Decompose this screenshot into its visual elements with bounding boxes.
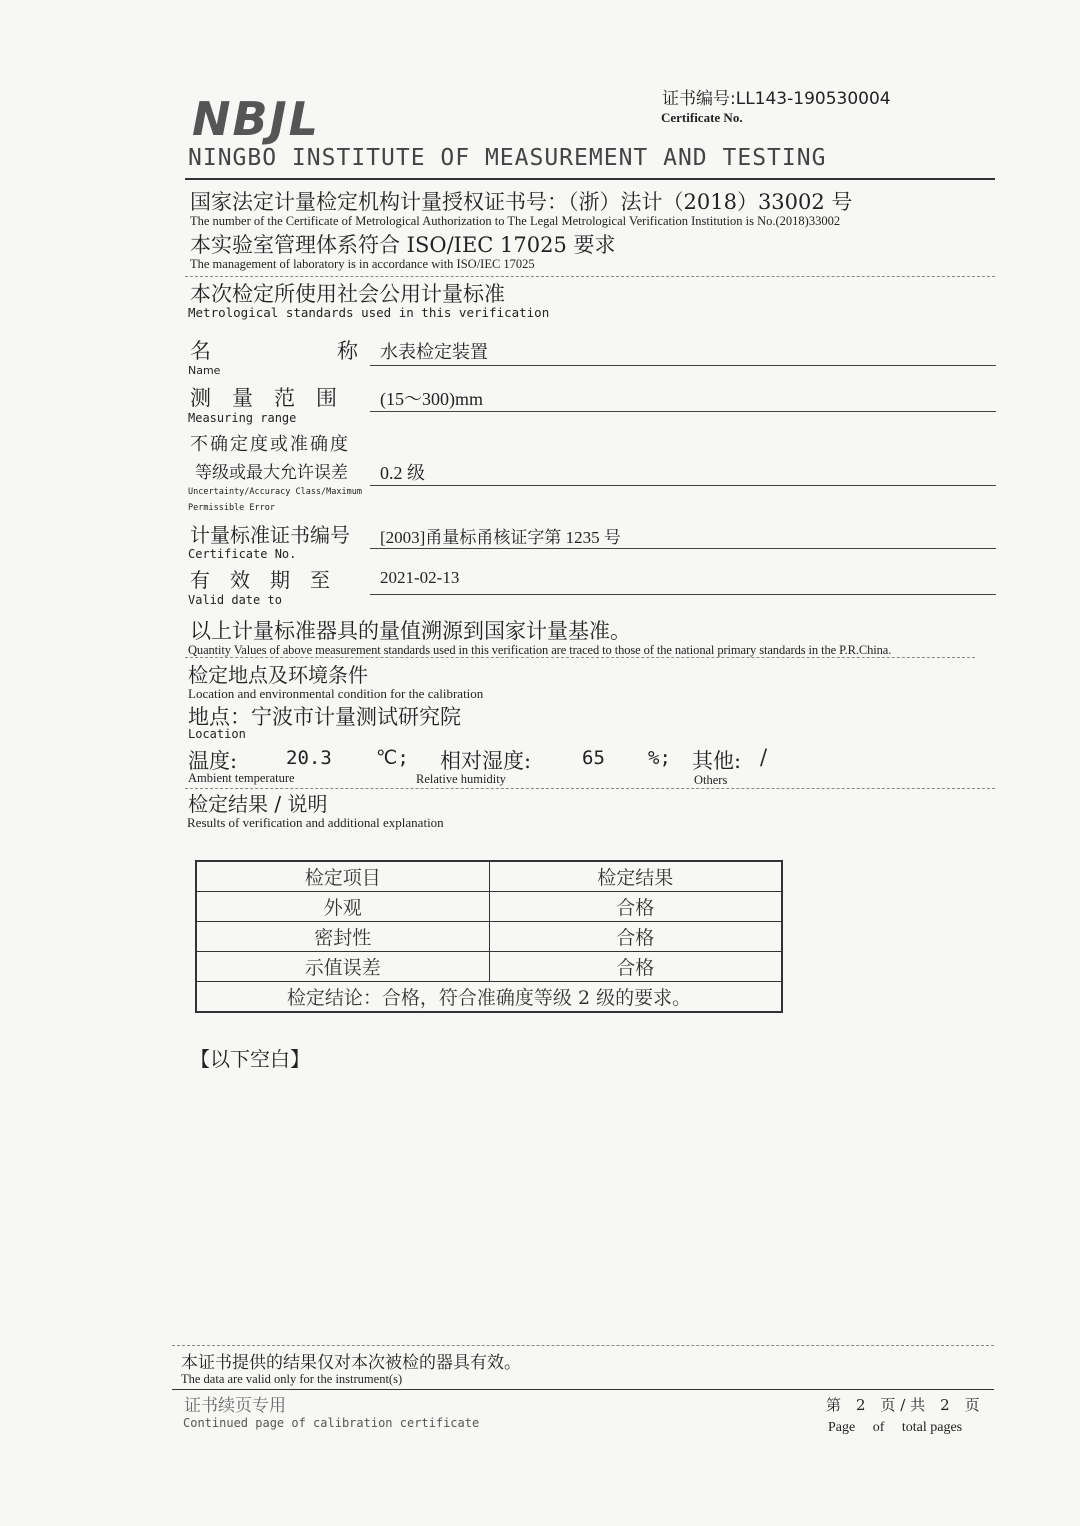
place-label-en: Location [188,727,246,741]
footer-line [172,1389,994,1390]
certno-value: [2003]甬量标甬核证字第 1235 号 [380,528,621,547]
authorization-zh: 国家法定计量检定机构计量授权证书号：（浙）法计（2018）33002 号 [190,190,853,214]
row-result: 合格 [489,922,782,952]
nbjl-logo: NBJL [192,92,320,146]
place-value: 宁波市计量测试研究院 [251,705,461,729]
traceability-zh: 以上计量标准器具的量值溯源到国家计量基准。 [190,619,631,643]
valid-value: 2021-02-13 [380,568,460,587]
temp-label-en: Ambient temperature [188,771,295,785]
name-underline [370,365,996,366]
uncert-underline [370,485,996,486]
cert-no-value: LL143-190530004 [735,89,891,109]
certificate-number [662,84,891,109]
uncert-value: 0.2 级 [380,463,425,483]
divider [185,276,995,277]
cert-no-en: Certificate No. [661,110,743,125]
other-value: / [760,745,768,769]
traceability-en: Quantity Values of above measurement standards used in this verification are traced to those of the national primary standards in the P.R.China. [188,643,892,657]
uncert-label-zh1: 不确定度或准确度 [190,434,350,455]
results-table [195,860,783,1013]
continued-page-en: Continued page of calibration certificate [183,1416,480,1430]
location-title-zh: 检定地点及环境条件 [188,663,368,687]
divider [185,657,975,658]
row-result: 合格 [489,952,782,982]
row-result: 合格 [489,892,782,922]
lab-standard-en: The management of laboratory is in accordance with ISO/IEC 17025 [190,257,535,271]
validity-zh: 本证书提供的结果仅对本次被检的器具有效。 [181,1353,521,1373]
row-item: 外观 [196,892,489,922]
name-label-en: Name [188,364,221,377]
continued-page-zh: 证书续页专用 [184,1396,286,1416]
range-value: (15～300)mm [380,389,483,409]
uncert-label-zh2: 等级或最大允许误差 [195,463,348,483]
header-divider [185,178,995,180]
column-header-result: 检定结果 [489,861,782,892]
column-header-item: 检定项目 [196,861,489,892]
footer-divider [172,1345,994,1346]
location-title-en: Location and environmental condition for the calibration [188,686,484,701]
validity-en: The data are valid only for the instrument(s) [181,1372,403,1386]
results-title-zh: 检定结果 / 说明 [188,792,328,816]
table-row [196,952,782,982]
certno-label-en: Certificate No. [188,547,297,561]
place-label-zh: 地点： [188,705,251,729]
temp-value: 20.3 [286,747,332,769]
valid-label-en: Valid date to [188,593,282,607]
page-number-en: Page of total pages [828,1420,963,1435]
range-label-en: Measuring range [188,411,297,425]
institute-name: NINGBO INSTITUTE OF MEASUREMENT AND TESTING [188,145,827,171]
name-value: 水表检定装置 [380,342,488,363]
valid-underline [370,594,996,595]
lab-standard-zh: 本实验室管理体系符合 ISO/IEC 17025 要求 [190,233,616,257]
uncert-label-en2: Permissible Error [188,503,275,513]
cert-no-label: 证书编号: [662,89,736,109]
certno-label-zh: 计量标准证书编号 [190,523,350,547]
table-row [196,922,782,952]
conclusion-row [196,982,782,1013]
other-label-en: Others [694,773,728,787]
humidity-unit: %; [648,747,671,769]
humidity-label-zh: 相对湿度: [440,749,532,773]
other-label-zh: 其他: [692,749,742,773]
authorization-en: The number of the Certificate of Metrological Authorization to The Legal Metrological Verification Institution is No.(2018)33002 [190,214,841,228]
table-row [196,892,782,922]
page-number-zh: 第 2 页 / 共 2 页 [826,1396,980,1414]
range-label-zh: 测 量 范 围 [190,386,337,410]
uncert-label-en1: Uncertainty/Accuracy Class/Maximum [188,487,362,497]
humidity-label-en: Relative humidity [416,772,506,786]
standards-title-zh: 本次检定所使用社会公用计量标准 [190,282,505,306]
table-header-row [196,861,782,892]
valid-label-zh: 有 效 期 至 [190,568,330,592]
blank-note: 【以下空白】 [190,1047,310,1071]
humidity-value: 65 [582,747,605,769]
conclusion: 检定结论：合格，符合准确度等级 2 级的要求。 [196,982,782,1013]
certno-underline [370,548,996,549]
range-underline [370,411,996,412]
row-item: 密封性 [196,922,489,952]
standards-title-en: Metrological standards used in this verification [188,305,550,320]
temp-unit: ℃; [376,747,409,769]
name-label-zh: 名 称 [190,339,358,363]
temp-label-zh: 温度: [188,749,238,773]
results-title-en: Results of verification and additional explanation [187,815,444,830]
row-item: 示值误差 [196,952,489,982]
